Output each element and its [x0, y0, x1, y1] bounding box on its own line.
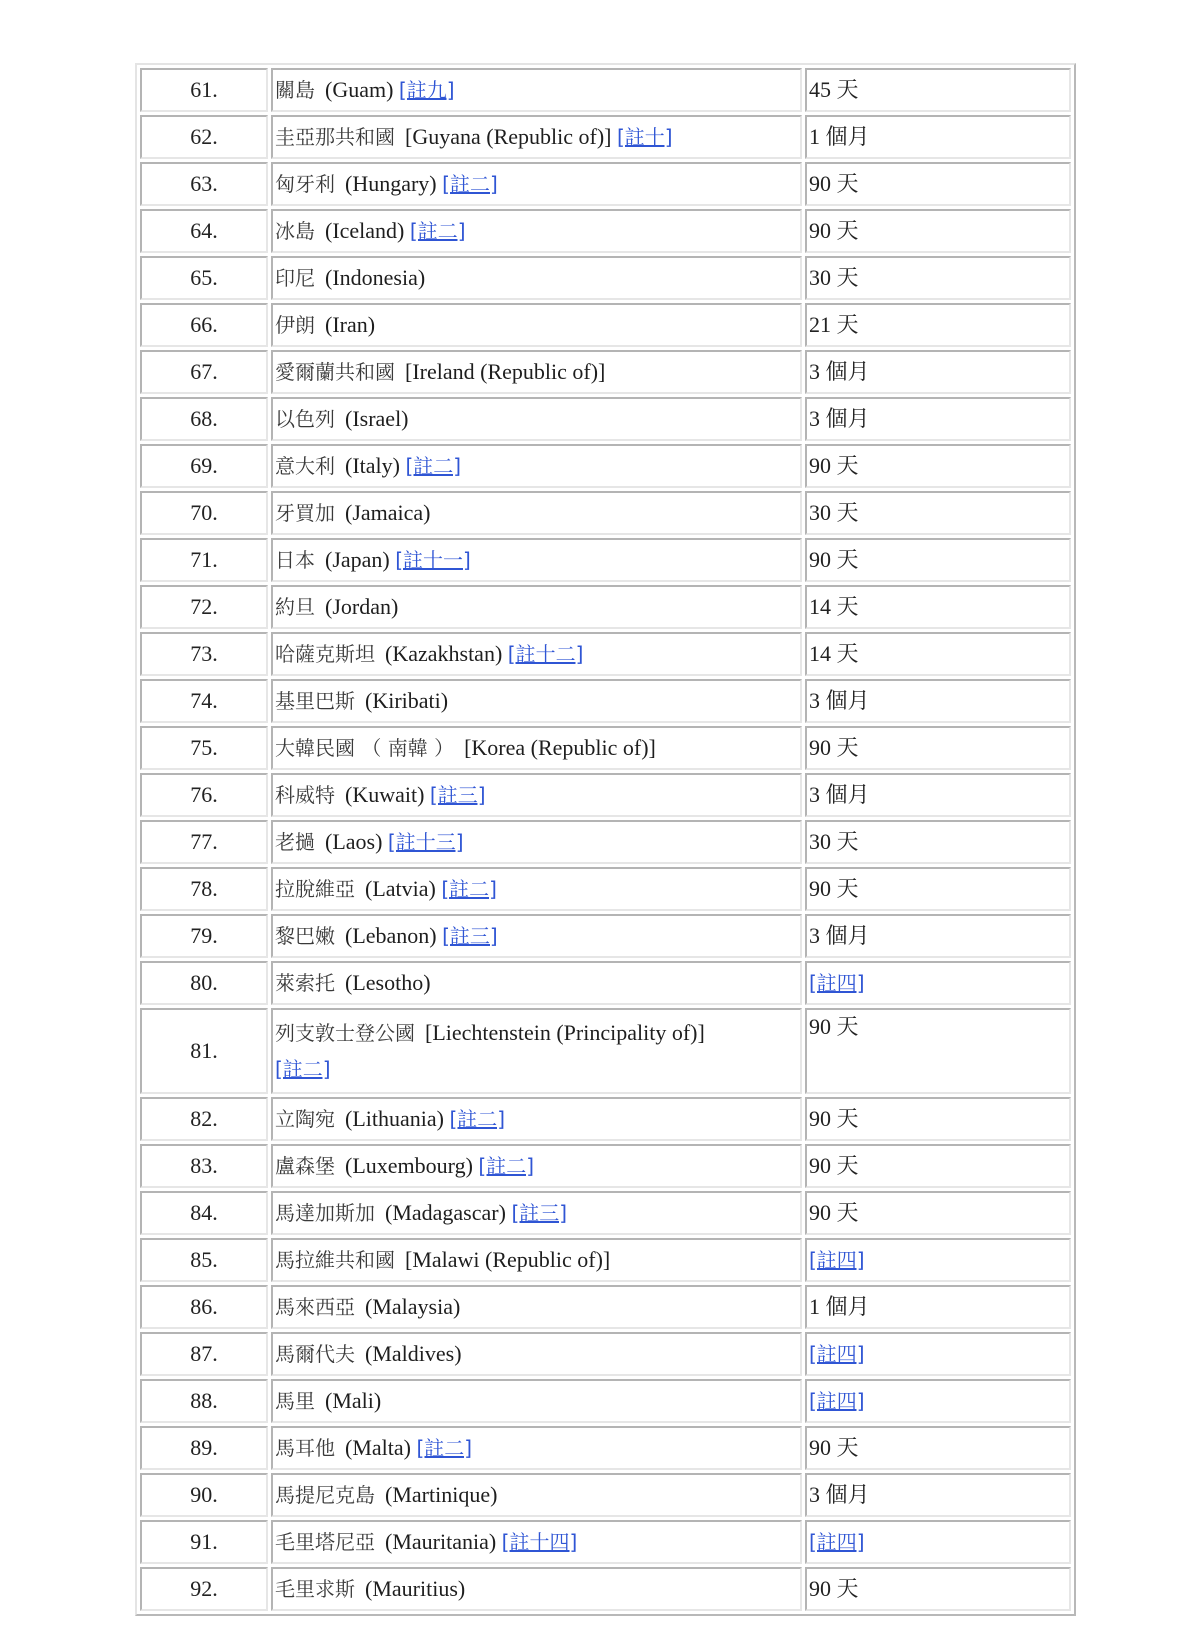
stay-duration-cell — [805, 961, 1071, 1005]
row-number: 78. — [190, 876, 218, 901]
country-name-chinese: 馬耳他 — [275, 1436, 335, 1460]
row-number: 75. — [190, 735, 218, 760]
country-name-chinese: 盧森堡 — [275, 1154, 335, 1178]
row-number: 74. — [190, 688, 218, 713]
country-name-english: (Lebanon) — [345, 923, 437, 948]
table-row — [140, 585, 1071, 629]
stay-duration: 90 天 — [809, 1014, 859, 1039]
country-name-english: (Kuwait) — [345, 782, 425, 807]
row-number-cell — [140, 350, 268, 394]
country-name-chinese: 馬達加斯加 — [275, 1201, 375, 1225]
country-name-chinese: 圭亞那共和國 — [275, 125, 395, 149]
row-number: 84. — [190, 1200, 218, 1225]
country-name-cell — [271, 1473, 802, 1517]
stay-duration: 45 天 — [809, 77, 859, 102]
row-number-cell — [140, 256, 268, 300]
stay-duration-cell — [805, 1144, 1071, 1188]
stay-duration-cell — [805, 209, 1071, 253]
row-number-cell — [140, 303, 268, 347]
stay-duration-cell — [805, 726, 1071, 770]
stay-duration: 1 個月 — [809, 124, 870, 149]
table-body — [140, 68, 1071, 1611]
row-number: 76. — [190, 782, 218, 807]
stay-duration: 30 天 — [809, 829, 859, 854]
country-name-chinese: 伊朗 — [275, 313, 315, 337]
stay-duration: 90 天 — [809, 1576, 859, 1601]
country-name-chinese: 日本 — [275, 548, 315, 572]
row-number: 89. — [190, 1435, 218, 1460]
country-name-cell — [271, 632, 802, 676]
country-name-chinese: 馬提尼克島 — [275, 1483, 375, 1507]
row-number-cell — [140, 1567, 268, 1611]
country-name-chinese: 意大利 — [275, 454, 335, 478]
row-number-cell — [140, 726, 268, 770]
country-name-english: [Liechtenstein (Principality of)] — [425, 1020, 705, 1045]
country-name-chinese: 馬來西亞 — [275, 1295, 355, 1319]
stay-duration-cell — [805, 1285, 1071, 1329]
table-row — [140, 1567, 1071, 1611]
footnote-link[interactable]: [註二] — [416, 1436, 473, 1460]
table-row — [140, 350, 1071, 394]
table-row — [140, 68, 1071, 112]
stay-duration: 90 天 — [809, 1106, 859, 1131]
row-number-cell — [140, 162, 268, 206]
table-row — [140, 914, 1071, 958]
country-name-chinese: 科威特 — [275, 783, 335, 807]
table-row — [140, 1008, 1071, 1094]
country-name-cell — [271, 820, 802, 864]
stay-duration-cell — [805, 632, 1071, 676]
footnote-link[interactable]: [註三] — [442, 924, 498, 948]
country-name-chinese: 印尼 — [275, 266, 315, 290]
country-name-english: (Jordan) — [325, 594, 399, 619]
table-row — [140, 773, 1071, 817]
country-name-chinese: 匈牙利 — [275, 172, 335, 196]
row-number: 80. — [190, 970, 218, 995]
stay-duration-cell — [805, 1567, 1071, 1611]
row-number: 67. — [190, 359, 218, 384]
row-number: 90. — [190, 1482, 218, 1507]
country-name-chinese: 基里巴斯 — [275, 689, 355, 713]
footnote-link[interactable]: [註十三] — [387, 830, 464, 854]
table-row — [140, 726, 1071, 770]
footnote-link[interactable]: [註十一] — [395, 548, 471, 572]
country-name-english: (Kazakhstan) — [385, 641, 503, 666]
country-name-english: [Malawi (Republic of)] — [405, 1247, 611, 1272]
row-number: 91. — [190, 1529, 218, 1554]
stay-duration-cell — [805, 1008, 1071, 1094]
row-number-cell — [140, 632, 268, 676]
country-name-english: (Israel) — [345, 406, 409, 431]
country-name-english: (Latvia) — [365, 876, 436, 901]
country-name-english: (Iceland) — [325, 218, 405, 243]
country-name-chinese: 立陶宛 — [275, 1107, 335, 1131]
row-number-cell — [140, 1379, 268, 1423]
stay-duration-cell — [805, 256, 1071, 300]
row-number: 73. — [190, 641, 218, 666]
table-row — [140, 1238, 1071, 1282]
country-name-cell — [271, 491, 802, 535]
row-number: 63. — [190, 171, 218, 196]
stay-footnote-link[interactable]: [註四] — [809, 1389, 865, 1413]
table-row — [140, 491, 1071, 535]
country-name-cell — [271, 115, 802, 159]
stay-duration-cell — [805, 1426, 1071, 1470]
stay-duration-cell — [805, 115, 1071, 159]
stay-duration-cell — [805, 773, 1071, 817]
stay-duration-cell — [805, 162, 1071, 206]
row-number-cell — [140, 1008, 268, 1094]
row-number-cell — [140, 1285, 268, 1329]
table-row — [140, 1191, 1071, 1235]
row-number-cell — [140, 1426, 268, 1470]
country-name-english: (Jamaica) — [345, 500, 431, 525]
stay-duration: 3 個月 — [809, 359, 870, 384]
country-name-english: [Ireland (Republic of)] — [405, 359, 606, 384]
country-name-cell — [271, 350, 802, 394]
row-number: 81. — [190, 1038, 218, 1063]
table-row — [140, 1426, 1071, 1470]
stay-duration: 3 個月 — [809, 923, 870, 948]
stay-duration-cell — [805, 303, 1071, 347]
table-row — [140, 1473, 1071, 1517]
row-number-cell — [140, 444, 268, 488]
footnote-link[interactable]: [註二] — [275, 1057, 331, 1081]
row-number: 71. — [190, 547, 218, 572]
country-name-cell — [271, 1238, 802, 1282]
stay-duration-cell — [805, 1097, 1071, 1141]
row-number: 83. — [190, 1153, 218, 1178]
country-name-cell — [271, 1379, 802, 1423]
country-name-cell — [271, 1426, 802, 1470]
row-number-cell — [140, 679, 268, 723]
row-number-cell — [140, 1238, 268, 1282]
country-name-english: (Indonesia) — [325, 265, 426, 290]
visa-free-countries-table — [135, 63, 1076, 1616]
table-row — [140, 961, 1071, 1005]
country-name-english: (Madagascar) — [385, 1200, 506, 1225]
stay-duration-cell — [805, 68, 1071, 112]
row-number: 64. — [190, 218, 218, 243]
stay-duration: 14 天 — [809, 641, 859, 666]
row-number: 72. — [190, 594, 218, 619]
country-name-chinese: 拉脫維亞 — [275, 877, 355, 901]
country-name-chinese: 老撾 — [275, 830, 315, 854]
stay-duration-cell — [805, 914, 1071, 958]
footnote-link[interactable]: [註二] — [449, 1107, 506, 1131]
country-name-chinese: 黎巴嫩 — [275, 924, 335, 948]
country-name-english: (Mali) — [325, 1388, 382, 1413]
stay-duration-cell — [805, 397, 1071, 441]
stay-duration-cell — [805, 1473, 1071, 1517]
footnote-link[interactable]: [註十四] — [501, 1530, 578, 1554]
row-number: 79. — [190, 923, 218, 948]
footnote-link[interactable]: [註二] — [405, 454, 462, 478]
country-name-english: (Mauritius) — [365, 1576, 466, 1601]
row-number-cell — [140, 538, 268, 582]
stay-duration: 30 天 — [809, 265, 859, 290]
row-number-cell — [140, 1473, 268, 1517]
row-number-cell — [140, 1191, 268, 1235]
country-name-english: (Iran) — [325, 312, 376, 337]
country-name-chinese: 馬里 — [275, 1389, 315, 1413]
country-name-chinese: 毛里求斯 — [275, 1577, 355, 1601]
row-number: 65. — [190, 265, 218, 290]
country-name-cell — [271, 961, 802, 1005]
stay-duration-cell — [805, 679, 1071, 723]
stay-footnote-link[interactable]: [註四] — [809, 1530, 865, 1554]
country-name-english: (Hungary) — [345, 171, 437, 196]
stay-duration-cell — [805, 1520, 1071, 1564]
stay-footnote-link[interactable]: [註四] — [809, 1248, 865, 1272]
stay-duration-cell — [805, 491, 1071, 535]
country-name-english: (Mauritania) — [385, 1529, 497, 1554]
row-number: 86. — [190, 1294, 218, 1319]
row-number: 77. — [190, 829, 218, 854]
stay-duration-cell — [805, 867, 1071, 911]
stay-duration: 90 天 — [809, 1435, 859, 1460]
row-number: 61. — [190, 77, 218, 102]
stay-duration: 90 天 — [809, 218, 859, 243]
country-name-chinese: 馬爾代夫 — [275, 1342, 355, 1366]
country-name-english: (Guam) — [325, 77, 394, 102]
row-number-cell — [140, 585, 268, 629]
table-row — [140, 444, 1071, 488]
row-number-cell — [140, 397, 268, 441]
country-name-cell — [271, 1144, 802, 1188]
country-name-cell — [271, 1567, 802, 1611]
country-name-cell — [271, 1008, 802, 1094]
table-row — [140, 256, 1071, 300]
country-name-chinese: 列支敦士登公國 — [275, 1021, 415, 1045]
country-name-english: (Laos) — [325, 829, 383, 854]
table-row — [140, 1379, 1071, 1423]
stay-duration: 90 天 — [809, 547, 859, 572]
row-number-cell — [140, 115, 268, 159]
country-name-cell — [271, 914, 802, 958]
stay-duration: 90 天 — [809, 1153, 859, 1178]
stay-duration: 3 個月 — [809, 782, 870, 807]
country-name-chinese: 馬拉維共和國 — [275, 1248, 395, 1272]
stay-duration: 90 天 — [809, 453, 859, 478]
country-name-english: [Guyana (Republic of)] — [405, 124, 612, 149]
footnote-link[interactable]: [註二] — [409, 219, 466, 243]
country-name-cell — [271, 1285, 802, 1329]
stay-duration: 21 天 — [809, 312, 859, 337]
row-number-cell — [140, 867, 268, 911]
table-row — [140, 397, 1071, 441]
stay-duration-cell — [805, 1379, 1071, 1423]
table-row — [140, 162, 1071, 206]
stay-duration-cell — [805, 585, 1071, 629]
footnote-link[interactable]: [註二] — [478, 1154, 535, 1178]
row-number: 88. — [190, 1388, 218, 1413]
row-number-cell — [140, 961, 268, 1005]
country-name-english: [Korea (Republic of)] — [464, 735, 656, 760]
country-name-chinese: 毛里塔尼亞 — [275, 1530, 375, 1554]
row-number: 82. — [190, 1106, 218, 1131]
stay-duration-cell — [805, 1238, 1071, 1282]
row-number: 70. — [190, 500, 218, 525]
row-number-cell — [140, 491, 268, 535]
country-name-cell — [271, 256, 802, 300]
stay-duration: 3 個月 — [809, 688, 870, 713]
footnote-link[interactable]: [註二] — [441, 877, 497, 901]
stay-duration-cell — [805, 820, 1071, 864]
row-number-cell — [140, 1332, 268, 1376]
country-name-cell — [271, 209, 802, 253]
table-row — [140, 115, 1071, 159]
row-number-cell — [140, 1144, 268, 1188]
stay-duration: 1 個月 — [809, 1294, 870, 1319]
stay-duration: 30 天 — [809, 500, 859, 525]
stay-duration: 14 天 — [809, 594, 859, 619]
country-name-english: (Kiribati) — [365, 688, 449, 713]
country-name-cell — [271, 397, 802, 441]
stay-duration-cell — [805, 1332, 1071, 1376]
country-name-cell — [271, 585, 802, 629]
country-name-english: (Malta) — [345, 1435, 411, 1460]
row-number: 69. — [190, 453, 218, 478]
country-name-cell — [271, 538, 802, 582]
row-number: 87. — [190, 1341, 218, 1366]
table-row — [140, 632, 1071, 676]
country-name-chinese: 約旦 — [275, 595, 315, 619]
country-name-chinese: 愛爾蘭共和國 — [275, 360, 395, 384]
country-name-cell — [271, 1191, 802, 1235]
country-name-cell — [271, 444, 802, 488]
footnote-link[interactable]: [註二] — [442, 172, 498, 196]
row-number-cell — [140, 820, 268, 864]
table-row — [140, 538, 1071, 582]
table-row — [140, 867, 1071, 911]
row-number-cell — [140, 1520, 268, 1564]
row-number: 92. — [190, 1576, 218, 1601]
row-number: 85. — [190, 1247, 218, 1272]
stay-duration-cell — [805, 538, 1071, 582]
country-name-chinese: 冰島 — [275, 219, 315, 243]
country-name-cell — [271, 867, 802, 911]
country-name-english: (Martinique) — [385, 1482, 498, 1507]
country-name-english: (Lithuania) — [345, 1106, 444, 1131]
row-number-cell — [140, 209, 268, 253]
table-row — [140, 820, 1071, 864]
table-row — [140, 679, 1071, 723]
country-name-cell — [271, 303, 802, 347]
country-name-cell — [271, 679, 802, 723]
table-row — [140, 1097, 1071, 1141]
footnote-link[interactable]: [註三] — [511, 1201, 568, 1225]
table-row — [140, 1332, 1071, 1376]
stay-duration: 90 天 — [809, 876, 859, 901]
row-number-cell — [140, 1097, 268, 1141]
footnote-link[interactable]: [註九] — [398, 78, 455, 102]
stay-duration: 3 個月 — [809, 406, 870, 431]
stay-duration-cell — [805, 350, 1071, 394]
stay-duration: 90 天 — [809, 1200, 859, 1225]
country-name-chinese: 關島 — [275, 78, 315, 102]
country-name-cell — [271, 726, 802, 770]
country-name-cell — [271, 162, 802, 206]
country-name-chinese: 牙買加 — [275, 501, 335, 525]
footnote-link[interactable]: [註三] — [429, 783, 486, 807]
country-name-cell — [271, 1520, 802, 1564]
stay-duration: 90 天 — [809, 735, 859, 760]
country-name-chinese: 萊索托 — [275, 971, 335, 995]
row-number-cell — [140, 914, 268, 958]
country-name-english: (Malaysia) — [365, 1294, 461, 1319]
stay-duration-cell — [805, 444, 1071, 488]
country-name-chinese: 大韓民國 （ 南韓 ） — [275, 736, 455, 760]
stay-duration-cell — [805, 1191, 1071, 1235]
country-name-cell — [271, 1332, 802, 1376]
table-row — [140, 1520, 1071, 1564]
country-name-chinese: 以色列 — [275, 407, 335, 431]
table-row — [140, 209, 1071, 253]
footnote-link[interactable]: [註十] — [616, 125, 673, 149]
country-name-cell — [271, 68, 802, 112]
table-row — [140, 1285, 1071, 1329]
stay-footnote-link[interactable]: [註四] — [809, 1342, 865, 1366]
row-number-cell — [140, 68, 268, 112]
row-number: 62. — [190, 124, 218, 149]
country-name-english: (Lesotho) — [345, 970, 431, 995]
country-name-english: (Maldives) — [365, 1341, 462, 1366]
row-number: 66. — [190, 312, 218, 337]
country-name-english: (Japan) — [325, 547, 390, 572]
country-name-cell — [271, 773, 802, 817]
stay-duration: 90 天 — [809, 171, 859, 196]
table-row — [140, 303, 1071, 347]
country-name-chinese: 哈薩克斯坦 — [275, 642, 375, 666]
table-row — [140, 1144, 1071, 1188]
row-number: 68. — [190, 406, 218, 431]
stay-footnote-link[interactable]: [註四] — [809, 971, 865, 995]
country-name-cell — [271, 1097, 802, 1141]
country-name-english: (Luxembourg) — [345, 1153, 473, 1178]
footnote-link[interactable]: [註十二] — [507, 642, 584, 666]
country-name-english: (Italy) — [345, 453, 400, 478]
stay-duration: 3 個月 — [809, 1482, 870, 1507]
row-number-cell — [140, 773, 268, 817]
